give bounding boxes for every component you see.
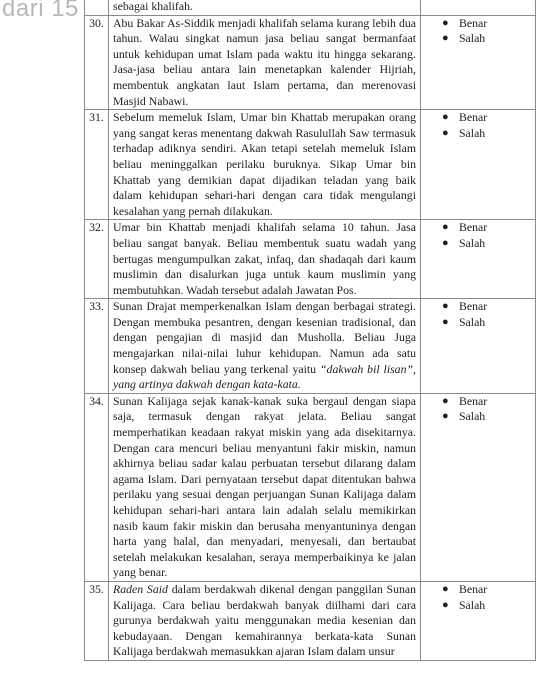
question-number: 30. xyxy=(85,15,109,110)
option-salah[interactable]: ● Salah xyxy=(442,235,486,250)
option-salah[interactable]: ● Salah xyxy=(442,409,486,424)
question-table xyxy=(84,0,536,661)
table-row xyxy=(85,581,536,660)
question-text-continued: sebagai khalifah. xyxy=(109,0,421,15)
answer-options xyxy=(421,0,536,15)
bullet-icon: ● xyxy=(442,410,449,423)
question-text: Sunan Kalijaga sejak kanak-kanak suka bergaul dengan siapa saja, termasuk dengan rakyat jelata. Beliau sangat memperhatikan keadaan rakyat miskin yang ada disekitarnya. Dengan cara mencuri beliau menyantuni fakir miskin, namun akhirnya beliau sadar kalau perbuatan tersebut dilarang dalam agama Islam. Dari pernyataan tersebut dapat ditentukan bahwa perilaku yang sesuai dengan perjuangan Sunan Kalijaga dalam kehidupan sehari-hari antara lain adalah selalu memikirkan nasib kaum fakir miskin dan berusaha menyantuninya dengan harta yang halal, dan menyadari, menyesali, dan bertaubat setelah melakukan kesalahan, seraya memperbaikinya ke jalan yang benar. xyxy=(109,393,421,581)
italic-phrase: “dakwah bil lisan”, yang artinya dakwah dengan kata-kata. xyxy=(113,361,416,392)
bullet-icon: ● xyxy=(442,315,449,328)
question-text: Sebelum memeluk Islam, Umar bin Khattab merupakan orang yang sangat keras menentang dakwah Rasulullah Saw termasuk terhadap adiknya sendiri. Akan tetapi setelah memeluk Islam beliau meninggalkan perilaku buruknya. Sikap Umar bin Khattab yang demikian dapat dijadikan teladan yang baik dalam kehidupan sehari-hari dengan cara tidak mengulangi kesalahan yang pernah dilakukan. xyxy=(109,110,421,220)
question-text: Sunan Drajat memperkenalkan Islam dengan berbagai strategi. Dengan membuka pesantren, dengan kesenian tradisional, dan dengan pengajian di masjid dan Musholla. Beliau Juga mengajarkan nilai-nilai luhur kehidupan. Namun ada satu konsep dakwah beliau yang terkenal yaitu “dakwah bil lisan”, yang artinya dakwah dengan kata-kata. xyxy=(109,299,421,394)
option-salah[interactable]: ● Salah xyxy=(442,314,486,329)
question-text: Raden Said dalam berdakwah dikenal dengan panggilan Sunan Kalijaga. Cara beliau berdakwah banyak diilhami dari cara gurunya berdakwah yaitu menggunakan media kesenian dan kebudayaan. Dengan kemahirannya berkata-kata Sunan Kalijaga berdakwah memasukkan ajaran Islam dalam unsur xyxy=(109,581,421,660)
option-benar[interactable]: ● Benar xyxy=(442,220,488,235)
table-row xyxy=(85,393,536,581)
answer-options xyxy=(421,299,536,394)
question-text: Abu Bakar As-Siddik menjadi khalifah selama kurang lebih dua tahun. Walau singkat namun jasa beliau sangat bermanfaat untuk kehidupan umat Islam pada waktu itu hingga sekarang. Jasa-jasa beliau antara lain menetapkan kalender Hijriah, membentuk angkatan laut Islam pertama, dan merenovasi Masjid Nabawi. xyxy=(109,15,421,110)
answer-options xyxy=(421,581,536,660)
option-benar[interactable]: ● Benar xyxy=(442,581,488,596)
table-row xyxy=(85,299,536,394)
bullet-icon: ● xyxy=(442,582,449,595)
table-row xyxy=(85,15,536,110)
option-salah[interactable]: ● Salah xyxy=(442,597,486,612)
page-count-fragment: dari 15 xyxy=(2,0,79,22)
answer-options xyxy=(421,220,536,299)
bullet-icon: ● xyxy=(442,221,449,234)
bullet-icon: ● xyxy=(442,111,449,124)
bullet-icon: ● xyxy=(442,16,449,29)
option-salah[interactable]: ● Salah xyxy=(442,31,486,46)
bullet-icon: ● xyxy=(442,32,449,45)
answer-options xyxy=(421,393,536,581)
question-number: 35. xyxy=(85,581,109,660)
question-number: 33. xyxy=(85,299,109,394)
bullet-icon: ● xyxy=(442,126,449,139)
option-salah[interactable]: ● Salah xyxy=(442,125,486,140)
question-number xyxy=(85,0,109,15)
table-row xyxy=(85,0,536,15)
bullet-icon: ● xyxy=(442,236,449,249)
bullet-icon: ● xyxy=(442,300,449,313)
bullet-icon: ● xyxy=(442,394,449,407)
question-number: 31. xyxy=(85,110,109,220)
question-number: 32. xyxy=(85,220,109,299)
question-number: 34. xyxy=(85,393,109,581)
option-benar[interactable]: ● Benar xyxy=(442,110,488,125)
table-row xyxy=(85,220,536,299)
answer-options xyxy=(421,110,536,220)
bullet-icon: ● xyxy=(442,598,449,611)
option-benar[interactable]: ● Benar xyxy=(442,15,488,30)
option-benar[interactable]: ● Benar xyxy=(442,393,488,408)
option-benar[interactable]: ● Benar xyxy=(442,299,488,314)
table-row xyxy=(85,110,536,220)
question-text: Umar bin Khattab menjadi khalifah selama 10 tahun. Jasa beliau sangat banyak. Beliau membentuk suatu wadah yang bertugas mengumpulkan zakat, infaq, dan shadaqah dari kaum muslimin dan disalurkan juga untuk kaum muslimin yang membutuhkan. Wadah tersebut adalah Jawatan Pos. xyxy=(109,220,421,299)
italic-phrase: Raden Said xyxy=(113,581,168,596)
answer-options xyxy=(421,15,536,110)
